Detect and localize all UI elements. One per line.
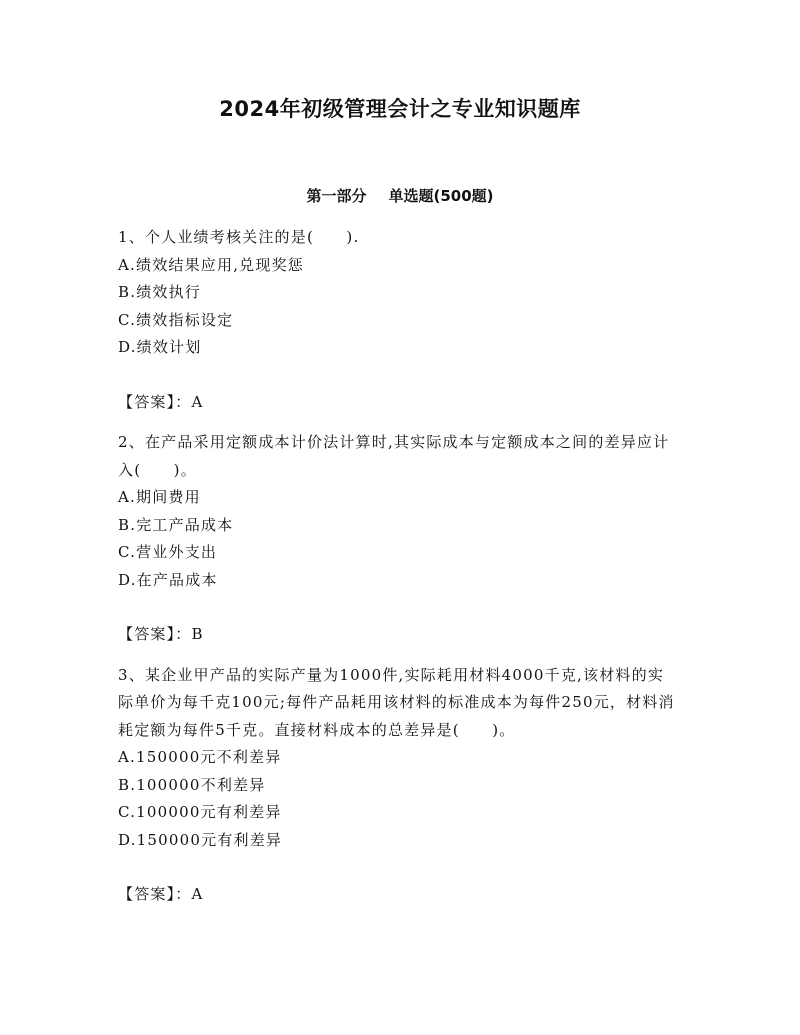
option-b: B.完工产品成本 [118,515,234,534]
answer-value: A [191,392,204,411]
option-c: C.绩效指标设定 [118,310,234,329]
option-d: D.150000元有利差异 [118,830,283,849]
option-d: D.绩效计划 [118,338,202,356]
question-stem: 1、个人业绩考核关注的是( ). [118,228,360,246]
option-a: A.150000元不利差异 [118,748,282,766]
option-a: A.绩效结果应用,兑现奖惩 [118,255,304,274]
option-list [118,744,680,854]
option-a: A.期间费用 [118,488,201,506]
option-c: C.100000元有利差异 [118,803,282,821]
section-part: 第一部分 [306,187,367,205]
option-d: D.在产品成本 [118,570,218,589]
section-heading [0,184,800,208]
question-list [118,224,680,922]
answer-label: 【答案】： [118,885,192,903]
answer-value: A [191,885,204,903]
question-1 [118,224,680,416]
question-2 [118,429,680,649]
page-title: 2024年初级管理会计之专业知识题库 [219,97,581,121]
answer-line [118,881,680,909]
answer-value: B [191,625,204,643]
option-c: C.营业外支出 [118,543,218,561]
answer-label: 【答案】： [118,392,192,411]
answer-line [118,621,680,649]
answer-label: 【答案】： [118,625,192,643]
section-name: 单选题(500题) [388,187,494,205]
question-stem: 2、在产品采用定额成本计价法计算时,其实际成本与定额成本之间的差异应计入( )。 [118,433,670,479]
option-b: B.100000不利差异 [118,775,266,794]
question-stem: 3、某企业甲产品的实际产量为1000件,实际耗用材料4000千克,该材料的实际单价为每千克100元;每件产品耗用该材料的标准成本为每件250元，材料消耗定额为每件5千克。直接材料成本的总差异是( )。 [118,665,675,739]
answer-line [118,389,680,417]
option-b: B.绩效执行 [118,283,201,301]
option-list [118,484,680,594]
question-3 [118,662,680,909]
option-list [118,252,680,362]
